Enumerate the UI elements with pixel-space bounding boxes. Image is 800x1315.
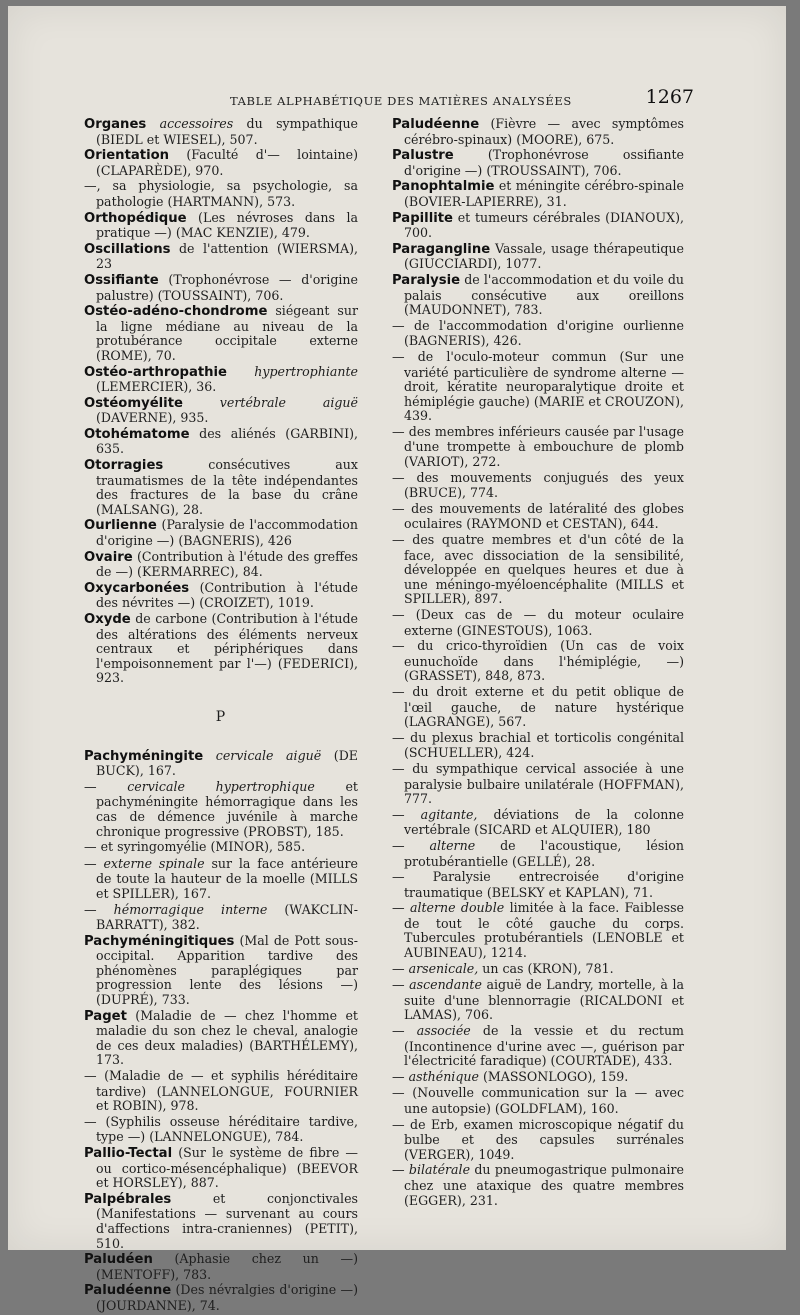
index-entry [84,458,358,517]
index-entry [84,396,358,426]
entry-body: — des mouvements de latéralité des globes oculaires (RAYMOND et CESTAN), 644. [392,500,684,532]
entry-head: Oxycarbonées [84,580,190,596]
index-entry [392,242,684,272]
entry-sub: — externe spinale [84,855,205,871]
entry-head: Paralysie [392,272,461,288]
entry-body: (Les névroses dans la pratique —) (MAC KENZIE), 479. [96,209,358,241]
index-entry [392,870,684,900]
entry-sub: — alterne double [392,900,505,916]
index-entry [392,211,684,241]
index-entry [84,427,358,457]
index-entry [84,1146,358,1191]
entry-body: (Maladie de — chez l'homme et maladie du son chez le cheval, analogie de ces deux maladies) (BARTHÉLEMY), 173. [96,1007,358,1068]
entry-body: du sympathique (BIEDL et WIESEL), 507. [96,116,359,147]
entry-head: Oscillations [84,241,171,257]
entry-body: des aliénés (GARBINI), 635. [96,425,358,457]
entry-body: — Paralysie entrecroisée d'origine traumatique (BELSKY et KAPLAN), 71. [392,869,684,900]
entry-head: Pallio-Tectal [84,1146,173,1161]
entry-body: (Des névralgies d'origine —) (JOURDANNE), 74. [96,1282,358,1313]
section-letter: P [215,708,227,725]
entry-body: déviations de la colonne vertébrale (SICARD et ALQUIER), 180 [404,806,684,838]
index-entry [84,780,358,839]
index-entry [392,1070,684,1086]
index-entry [392,1118,684,1163]
entry-head: Ossifiante [84,272,159,288]
entry-body: de l'accommodation et du voile du palais consécutive aux oreillons (MAUDONNET), 783. [404,271,684,318]
index-entry [84,1009,358,1068]
index-entry [84,211,358,241]
entry-body: (LEMERCIER), 36. [96,379,217,395]
entry-head: Paludéenne [392,117,480,132]
entry-head: Orthopédique [84,210,187,226]
entry-body: (WAKCLIN-BARRATT), 382. [96,901,358,933]
entry-body: (Contribution à l'étude des névrites —) (CROIZET), 1019. [96,579,358,611]
entry-body: — de l'oculo-moteur commun (Sur une variété particulière de syndrome alterne — droit, kératite neuroparalytique droite et hémiplégie gauche) (MARIE et CROUZON), 439. [392,348,684,424]
entry-head: Paget [84,1008,127,1024]
entry-body: — du plexus brachial et torticolis congénital (SCHUELLER), 424. [392,729,684,761]
entry-body: sur la face antérieure de toute la hauteur de la moelle (MILLS et SPILLER), 167. [96,855,358,901]
index-entry [392,425,684,470]
entry-body: — (Syphilis osseuse héréditaire tardive, type —) (LANNELONGUE), 784. [84,1113,358,1145]
entries-o [84,117,358,686]
entry-body: de l'acoustique, lésion protubérantielle (GELLÉ), 28. [404,837,685,869]
entry-body: (MASSONLOGO), 159. [478,1068,629,1084]
entry-head: Ostéo-arthropathie [84,364,227,380]
entry-body: — des mouvements conjugués des yeux (BRUCE), 774. [392,469,684,501]
index-entry [392,319,684,349]
entry-body: — du crico-thyroïdien (Un cas de voix eunuchoïde dans l'hémiplégie, —) (GRASSET), 848, 873. [392,638,684,684]
entry-body: Vassale, usage thérapeutique (GIUCCIARDI), 1077. [404,240,684,272]
entry-body: — des quatre membres et d'un côté de la face, avec dissociation de la sensibilité, développée en quelques heures et due à une méningo-myéloencéphalite (MILLS et SPILLER), 897. [392,532,684,607]
index-entry [84,1069,358,1114]
entry-body: de la vessie et du rectum (Incontinence d'urine avec —, guérison par l'électricité faradique) (COURTADE), 433. [404,1023,684,1069]
entry-head: Pachyméningitiques [84,933,235,949]
entry-head: Pachyméningite [84,748,204,764]
index-entry [392,533,684,607]
index-entry [392,471,684,501]
entry-body: et méningite cérébro-spinale (BOVIER-LAPIERRE), 31. [404,178,684,209]
entry-body: (Fièvre — avec symptômes cérébro-spinaux) (MOORE), 675. [404,116,684,147]
index-entry [84,903,358,933]
index-entry [84,840,358,856]
index-entry [392,762,684,807]
index-entry [392,962,684,978]
entry-body: consécutives aux traumatismes de la tête indépendantes des fractures de la base du crâne (MALSANG), 28. [96,457,358,517]
index-entry [392,117,684,147]
entry-body: (Trophonévrose — d'origine palustre) (TOUSSAINT), 706. [96,271,358,303]
entry-sub: — agitante, [392,806,478,822]
entry-head: Orientation [84,148,170,164]
entry-sub: — hémorragique interne [84,901,268,917]
index-entry [84,242,358,272]
entry-head: Papillite [392,210,453,226]
index-entry [392,502,684,532]
entry-body: de carbone (Contribution à l'étude des altérations des éléments nerveux centraux et périphériques dans l'empoisonnement par l'—) (FEDERICI), 923. [96,611,358,686]
entry-body: (DAVERNE), 935. [96,410,209,426]
index-entry [84,550,358,580]
entry-body: — du sympathique cervical associée à une paralysie bulbaire unilatérale (HOFFMAN), 777. [392,760,684,807]
index-entry [84,612,358,686]
entry-sub: accessoires [146,116,234,131]
entry-body: —, sa physiologie, sa psychologie, sa pathologie (HARTMANN), 573. [84,178,358,209]
entry-head: Ostéo-adéno-chondrome [84,304,268,320]
entry-body: — du droit externe et du petit oblique de l'œil gauche, de nature hystérique (LAGRANGE), 567. [392,683,684,730]
index-entry [84,179,358,209]
index-entry [392,978,684,1023]
index-entry [392,273,684,318]
entry-head: Palpébrales [84,1191,172,1207]
index-entry [84,1283,358,1313]
entry-head: Otohématome [84,426,190,442]
entry-body: (Mal de Pott sous-occipital. Apparition tardive des phénomènes paraplégiques par progression lente des lésions —) (DUPRÉ), 733. [96,932,358,1008]
entry-head: Paludéenne [84,1283,172,1299]
entry-head: Oxyde [84,612,131,627]
index-entry [392,1163,684,1208]
entry-body: (Sur le système de fibre — ou cortico-mésencéphalique) (BEEVOR et HORSLEY), 887. [96,1145,358,1191]
entry-body: de l'attention (WIERSMA), 23 [96,240,358,272]
entry-head: Ostéomyélite [84,395,183,411]
entry-body: et tumeurs cérébrales (DIANOUX), 700. [404,209,684,241]
index-entry [84,749,358,779]
entry-body: (Trophonévrose ossifiante d'origine —) (TROUSSAINT), 706. [404,147,684,178]
index-entry [392,808,684,838]
entry-body: (DE BUCK), 167. [96,747,358,779]
entry-head: Palustre [392,148,454,164]
entry-body: — et syringomyélie (MINOR), 585. [84,839,306,855]
entry-head: Organes [84,117,147,132]
index-entry [392,685,684,730]
entry-body: — (Nouvelle communication sur la — avec une autopsie) (GOLDFLAM), 160. [392,1085,684,1116]
index-entry [392,639,684,684]
index-entry [392,901,684,960]
entry-sub: — arsenicale, [392,960,479,976]
entry-body: aiguë de Landry, mortelle, à la suite d'une blennorragie (RICALDONI et LAMAS), 706. [404,977,684,1023]
page-number: 1267 [645,86,694,108]
index-entry [392,1024,684,1069]
entry-sub: — bilatérale [392,1162,471,1178]
index-entry [84,273,358,303]
entry-body: siégeant sur la ligne médiane au niveau de la protubérance occipitale externe (ROME), 70. [96,303,358,363]
index-entry [392,148,684,178]
page-header [90,86,694,116]
entry-body: et conjonctivales (Manifestations — survenant au cours d'affections intra-craniennes) (PETIT), 510. [96,1190,358,1251]
index-entry [392,350,684,424]
index-entry [392,731,684,761]
entry-body: (Contribution à l'étude des greffes de —) (KERMARREC), 84. [96,548,358,580]
index-entry [84,365,358,395]
entry-sub: cervicale aiguë [203,747,322,763]
entry-body: — des membres inférieurs causée par l'usage d'une trompette à embouchure de plomb (VARIOT), 272. [392,423,684,470]
entry-body: — (Maladie de — et syphilis héréditaire tardive) (LANNELONGUE, FOURNIER et ROBIN), 978. [84,1068,358,1114]
entry-sub: — associée [392,1023,471,1039]
entry-sub: — cervicale hypertrophique [84,778,315,794]
entry-head: Ovaire [84,549,133,565]
left-column [84,117,358,1315]
index-entry [84,148,358,178]
index-entry [84,581,358,611]
entry-body: — (Deux cas de — du moteur oculaire externe (GINESTOUS), 1063. [392,607,684,638]
index-entry [392,839,684,869]
index-entry [392,608,684,638]
index-entry [84,1192,358,1251]
index-entry [84,1115,358,1145]
index-entry [84,857,358,902]
entry-body: un cas (KRON), 781. [478,960,614,976]
entry-head: Paludéen [84,1252,153,1268]
entry-body: (Faculté d'— lointaine) (CLAPARÈDE), 970. [96,147,358,178]
entry-body: limitée à la face. Faiblesse de tout le côté gauche du corps. Tubercules protubérantiels (LENOBLE et AUBINEAU), 1214. [404,900,684,961]
entry-body: — de Erb, examen microscopique négatif du bulbe et des capsules surrénales (VERGER), 1049. [392,1116,684,1162]
entry-head: Otorragies [84,458,164,474]
entries-p [84,749,358,1314]
entry-body: — de l'accommodation d'origine ourlienne (BAGNERIS), 426. [392,317,684,349]
index-entry [84,934,358,1008]
entry-sub: — ascendante [392,977,482,993]
entry-head: Ourlienne [84,518,157,534]
entry-sub: — alterne [392,837,476,853]
entry-sub: hypertrophiante [227,363,358,379]
entry-sub: — asthénique [392,1068,479,1084]
entry-body: du pneumogastrique pulmonaire chez une ataxique des quatre membres (EGGER), 231. [404,1162,684,1208]
entry-sub: vertébrale aiguë [182,394,358,410]
index-entry [84,304,358,363]
entry-body: (Aphasie chez un —) (MENTOFF), 783. [96,1251,358,1282]
entry-body: et pachyméningite hémorragique dans les cas de démence juvénile à marche chronique progressive (PROBST), 185. [96,778,358,839]
index-entry [392,179,684,209]
index-entry [84,117,358,147]
running-title: TABLE ALPHABÉTIQUE DES MATIÈRES ANALYSÉES [230,94,572,108]
entry-head: Paragangline [392,241,491,257]
entry-head: Panophtalmie [392,179,495,195]
index-entry [392,1086,684,1116]
entry-body: (Paralysie de l'accommodation d'origine —) (BAGNERIS), 426 [96,517,358,549]
right-column [392,117,684,1209]
index-entry [84,518,358,548]
